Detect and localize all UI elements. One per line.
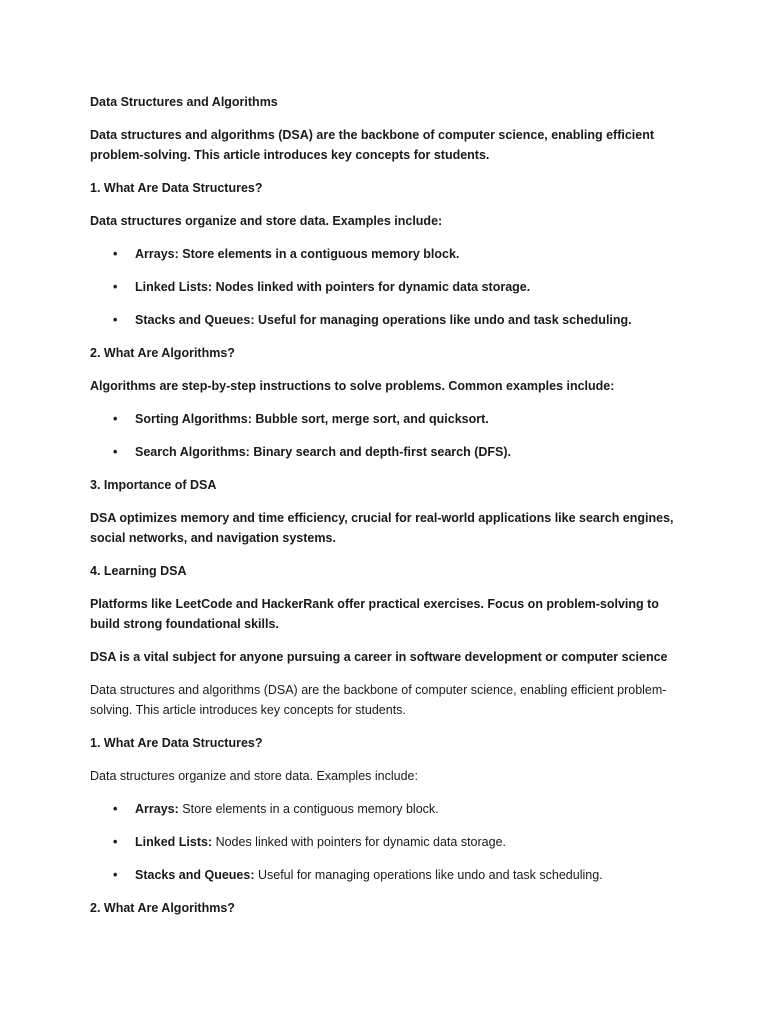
list-item-desc: Nodes linked with pointers for dynamic data storage. — [212, 280, 531, 294]
list-item — [90, 442, 684, 462]
list-item — [90, 277, 684, 297]
list-item — [90, 409, 684, 429]
list-item-term: Stacks and Queues: — [135, 868, 255, 882]
section-4-text: Platforms like LeetCode and HackerRank offer practical exercises. Focus on problem-solving to build strong foundational skills. — [90, 597, 659, 631]
list-item-term: Arrays: — [135, 802, 179, 816]
doc-title: Data Structures and Algorithms — [90, 95, 278, 109]
closing-statement: DSA is a vital subject for anyone pursuing a career in software development or computer science — [90, 650, 668, 664]
bullet-icon: • — [113, 802, 118, 816]
bullet-icon: • — [113, 445, 118, 459]
list-item-term: Stacks and Queues: — [135, 313, 255, 327]
section-3-text: DSA optimizes memory and time efficiency, crucial for real-world applications like search engines, social networks, and navigation systems. — [90, 511, 674, 545]
list-item-term: Sorting Algorithms: — [135, 412, 252, 426]
repeat-section-2-heading: 2. What Are Algorithms? — [90, 901, 235, 915]
section-1-list — [90, 244, 684, 330]
repeat-section-1-text: Data structures organize and store data. Examples include: — [90, 769, 418, 783]
repeat-section-1-list — [90, 799, 684, 885]
list-item-desc: Nodes linked with pointers for dynamic data storage. — [212, 835, 506, 849]
list-item-term: Search Algorithms: — [135, 445, 250, 459]
section-1-text: Data structures organize and store data. Examples include: — [90, 214, 443, 228]
list-item-desc: Store elements in a contiguous memory block. — [178, 802, 439, 816]
bullet-icon: • — [113, 280, 118, 294]
section-2-text: Algorithms are step-by-step instructions to solve problems. Common examples include: — [90, 379, 615, 393]
list-item — [90, 310, 684, 330]
bullet-icon: • — [113, 313, 118, 327]
list-item-term: Linked Lists: — [135, 835, 213, 849]
list-item-term: Arrays: — [135, 247, 179, 261]
list-item-desc: Store elements in a contiguous memory block. — [178, 247, 460, 261]
bullet-icon: • — [113, 412, 118, 426]
intro-paragraph: Data structures and algorithms (DSA) are the backbone of computer science, enabling efficient problem-solving. This article introduces key concepts for students. — [90, 128, 655, 162]
list-item — [90, 865, 684, 885]
repeat-section-1-heading: 1. What Are Data Structures? — [90, 736, 263, 750]
section-4-heading: 4. Learning DSA — [90, 564, 187, 578]
list-item — [90, 832, 684, 852]
list-item-desc: Useful for managing operations like undo and task scheduling. — [254, 868, 603, 882]
repeat-intro-paragraph: Data structures and algorithms (DSA) are the backbone of computer science, enabling efficient problem-solving. This article introduces key concepts for students. — [90, 683, 667, 717]
section-3-heading: 3. Importance of DSA — [90, 478, 217, 492]
section-2-heading: 2. What Are Algorithms? — [90, 346, 235, 360]
bullet-icon: • — [113, 247, 118, 261]
bullet-icon: • — [113, 835, 118, 849]
bullet-icon: • — [113, 868, 118, 882]
list-item-desc: Useful for managing operations like undo and task scheduling. — [254, 313, 632, 327]
list-item — [90, 244, 684, 264]
list-item-desc: Binary search and depth-first search (DFS). — [249, 445, 512, 459]
section-2-list — [90, 409, 684, 462]
section-1-heading: 1. What Are Data Structures? — [90, 181, 263, 195]
list-item-term: Linked Lists: — [135, 280, 213, 294]
list-item — [90, 799, 684, 819]
list-item-desc: Bubble sort, merge sort, and quicksort. — [251, 412, 489, 426]
